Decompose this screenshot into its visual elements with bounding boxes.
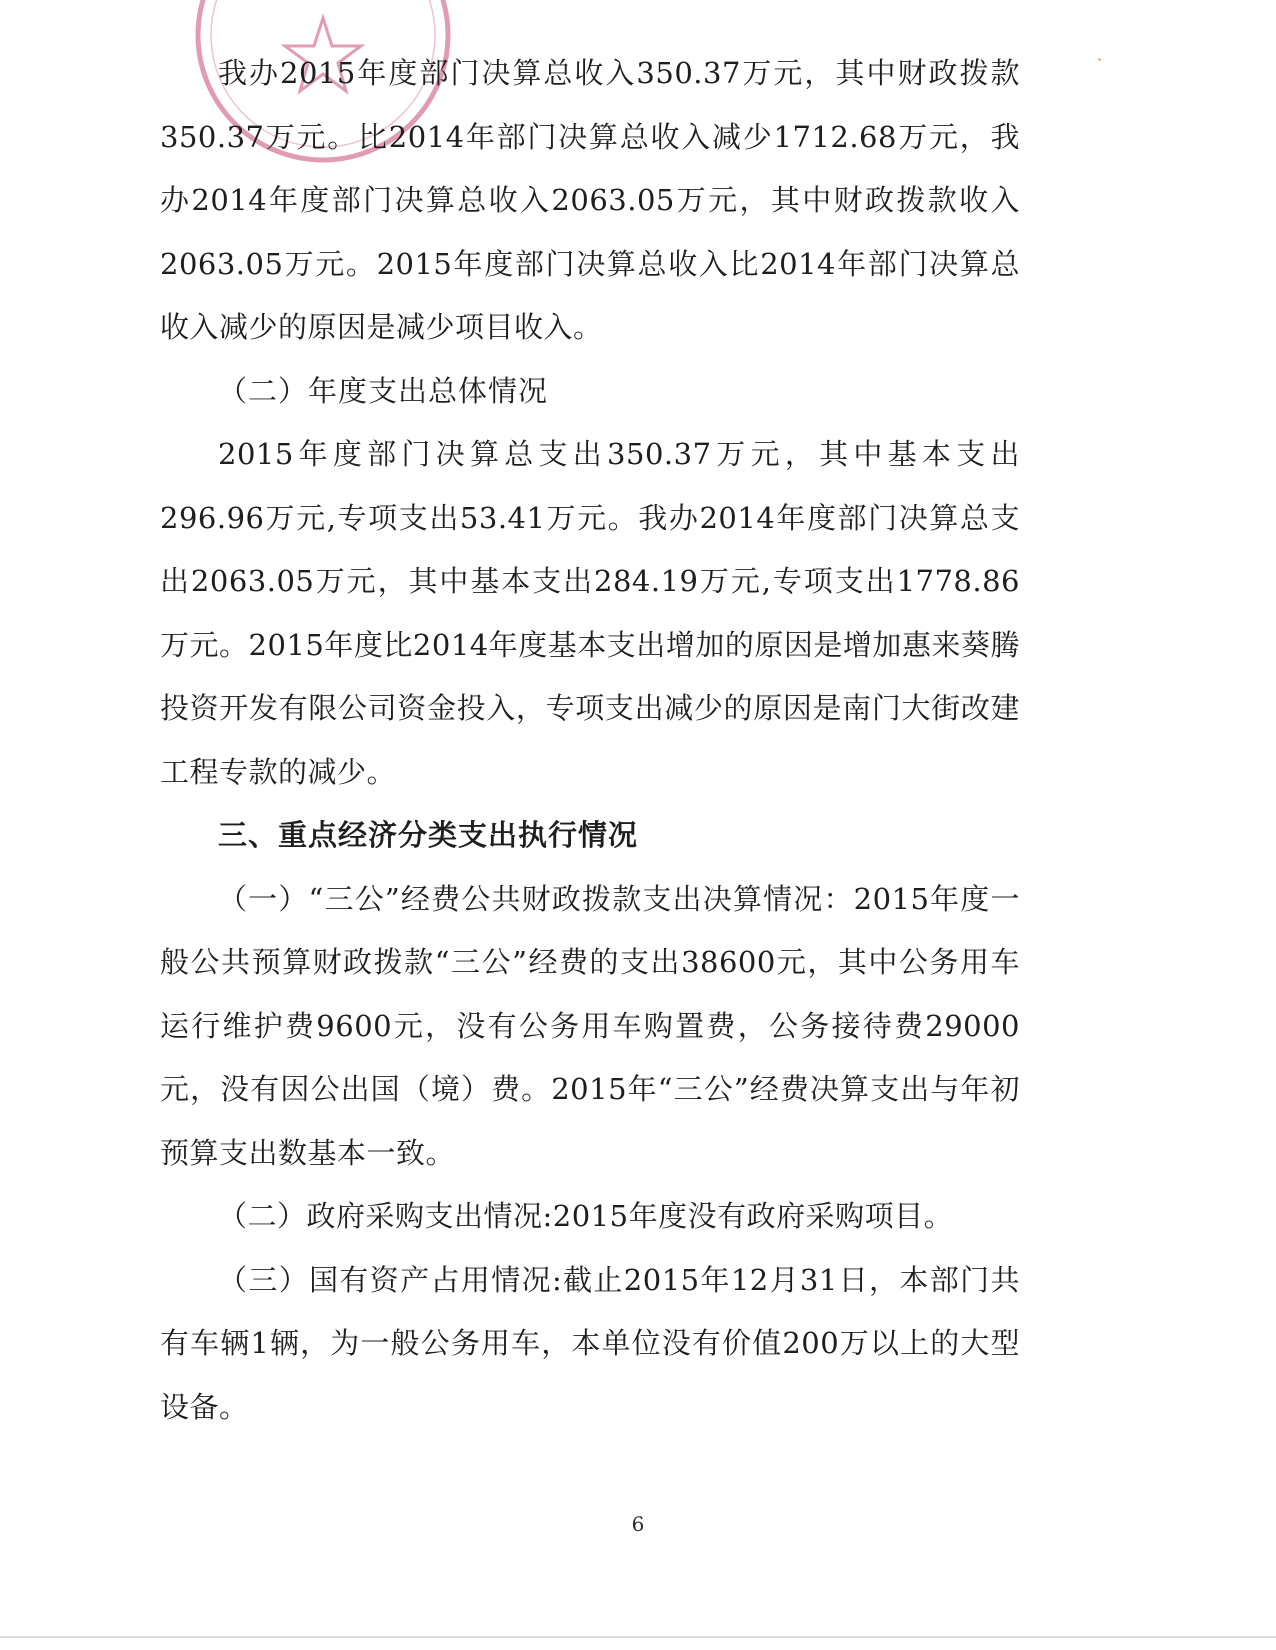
paragraph-government-procurement: （二）政府采购支出情况:2015年度没有政府采购项目。	[218, 1199, 954, 1233]
scan-bottom-edge	[0, 1636, 1276, 1638]
subheading-annual-expenditure: （二）年度支出总体情况	[218, 373, 549, 408]
paragraph-state-assets: （三）国有资产占用情况:截止2015年12月31日，本部门共有车辆1辆，为一般公务用车，本单位没有价值200万以上的大型设备。	[160, 1262, 1020, 1424]
section-heading-key-expenditure: 三、重点经济分类支出执行情况	[218, 818, 639, 852]
document-body	[160, 42, 1020, 1439]
paragraph-total-expenditure: 2015年度部门决算总支出350.37万元，其中基本支出296.96万元,专项支出53.41万元。我办2014年度部门决算总支出2063.05万元，其中基本支出284.19万元,专项支出1778.86万元。2015年度比2014年度基本支出增加的原因是增加惠来葵腾投资开发有限公司资金投入，专项支出减少的原因是南门大街改建工程专款的减少。	[160, 437, 1020, 789]
paragraph-total-income: 我办2015年度部门决算总收入350.37万元，其中财政拨款350.37万元。比2014年部门决算总收入减少1712.68万元，我办2014年度部门决算总收入2063.05万元，其中财政拨款收入2063.05万元。2015年度部门决算总收入比2014年部门决算总收入减少的原因是减少项目收入。	[160, 56, 1020, 344]
paragraph-three-public-funds: （一）“三公”经费公共财政拨款支出决算情况：2015年度一般公共预算财政拨款“三公”经费的支出38600元，其中公务用车运行维护费9600元，没有公务用车购置费，公务接待费29000元，没有因公出国（境）费。2015年“三公”经费决算支出与年初预算支出数基本一致。	[160, 881, 1020, 1170]
scan-speck	[1098, 58, 1101, 61]
page-number: 6	[631, 1512, 645, 1536]
